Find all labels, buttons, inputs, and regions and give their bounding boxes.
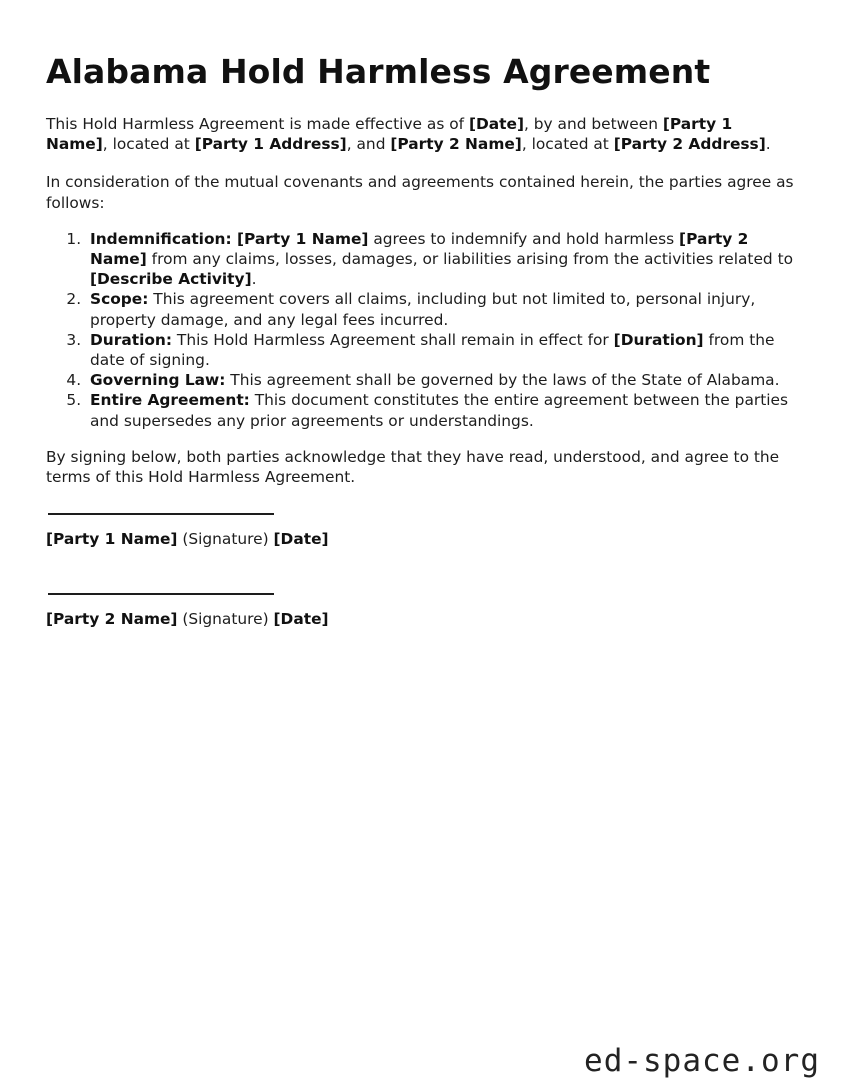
term-body-seg1: agrees to indemnify and hold harmless (368, 229, 680, 248)
document-content (46, 52, 798, 630)
term-body-seg1: This document constitutes the entire agreement between the parties and supersedes any prior agreements or understandings. (90, 391, 788, 430)
term-body-seg1: This Hold Harmless Agreement shall remain in effect for (172, 330, 614, 349)
term-inline-bold-1: [Duration] (613, 330, 704, 349)
list-item (86, 330, 798, 370)
term-heading: Duration: (90, 330, 173, 349)
term-heading: Scope: (90, 290, 149, 309)
signature-block-party-2 (46, 593, 798, 629)
signature-word: (Signature) (177, 610, 274, 629)
intro-text-seg1: This Hold Harmless Agreement is made effective as of (46, 115, 469, 133)
footer-watermark: ed-space.org (584, 1043, 820, 1079)
term-body-seg1: This agreement covers all claims, including but not limited to, personal injury, property damage, and any legal fees incurred. (90, 290, 756, 329)
list-item (86, 289, 798, 329)
term-inline-bold-1: [Party 2 Name] (90, 229, 749, 269)
signature-party-name: [Party 2 Name] (46, 610, 178, 629)
term-heading: Entire Agreement: (90, 391, 250, 410)
page-title: Alabama Hold Harmless Agreement (46, 52, 711, 91)
term-heading: Governing Law: (90, 371, 226, 390)
term-heading: Indemnification: [Party 1 Name] (90, 229, 369, 248)
signature-label (46, 529, 798, 549)
consideration-paragraph: In consideration of the mutual covenants and agreements contained herein, the parties agree as follows: (46, 173, 794, 212)
intro-text-seg6: . (765, 135, 771, 154)
signature-line[interactable] (48, 593, 274, 595)
term-body-seg2: from any claims, losses, damages, or liabilities arising from the activities related to (146, 250, 794, 269)
signature-party-name: [Party 1 Name] (46, 530, 178, 549)
signature-label (46, 609, 798, 629)
terms-list (46, 229, 798, 431)
party1-address-placeholder: [Party 1 Address] (194, 135, 347, 154)
party2-name-placeholder: [Party 2 Name] (390, 135, 522, 154)
term-body-seg3: . (251, 270, 257, 289)
intro-text-seg2: , by and between (524, 115, 663, 133)
list-item (86, 390, 798, 430)
term-body-seg1: This agreement shall be governed by the laws of the State of Alabama. (225, 371, 780, 390)
list-item (86, 370, 798, 390)
intro-text-seg5: , located at (521, 135, 614, 154)
intro-paragraph (46, 114, 798, 154)
intro-text-seg4: , and (346, 135, 391, 154)
intro-text-seg3: , located at (102, 135, 195, 154)
term-inline-bold-2: [Describe Activity] (90, 270, 252, 289)
signature-date-placeholder: [Date] (273, 610, 329, 629)
signature-line[interactable] (48, 513, 274, 515)
party1-name-placeholder: [Party 1 Name] (46, 115, 733, 154)
signature-word: (Signature) (177, 530, 274, 549)
acknowledgement-paragraph: By signing below, both parties acknowledge that they have read, understood, and agree to the terms of this Hold Harmless Agreement. (46, 447, 780, 487)
signature-block-party-1 (46, 513, 798, 549)
signature-date-placeholder: [Date] (273, 530, 329, 549)
list-item (86, 229, 798, 290)
date-placeholder: [Date] (468, 115, 524, 133)
term-body-seg2: from the date of signing. (90, 330, 775, 370)
party2-address-placeholder: [Party 2 Address] (613, 135, 766, 154)
